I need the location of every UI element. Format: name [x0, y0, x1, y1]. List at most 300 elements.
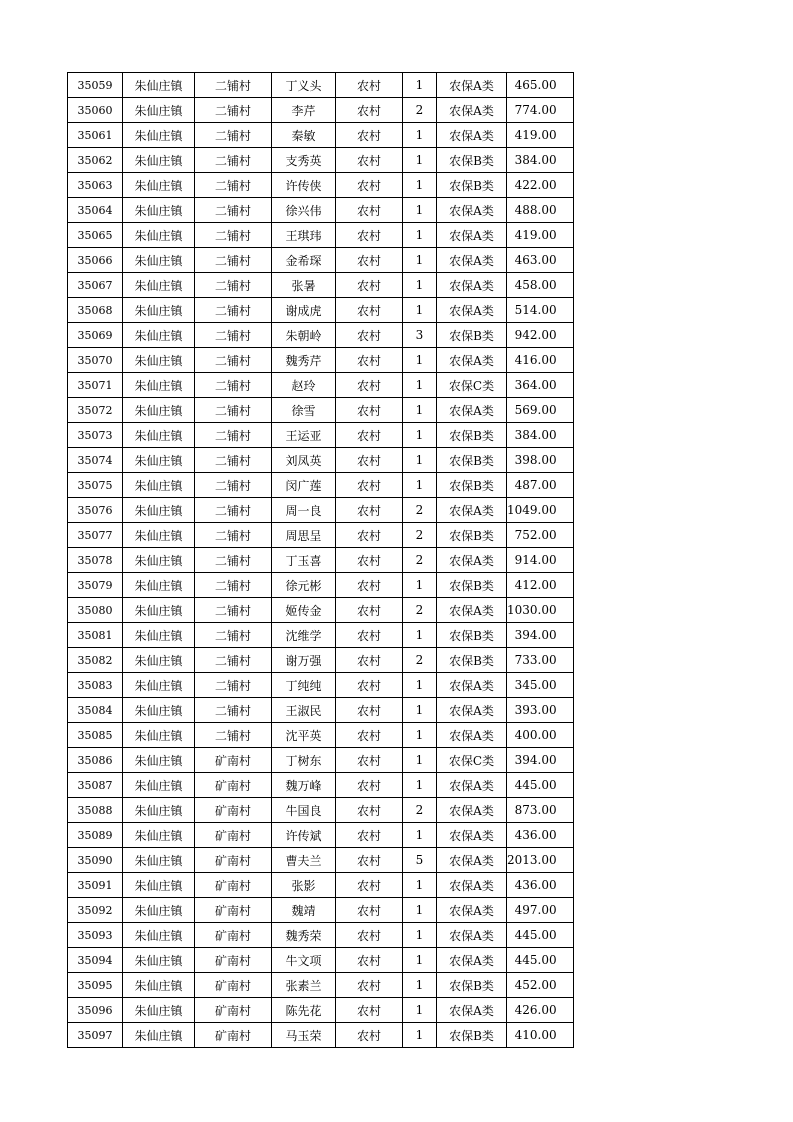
cell-village: 二铺村 — [195, 123, 272, 148]
cell-type: 农村 — [336, 348, 403, 373]
cell-amount: 774.00 — [507, 98, 574, 123]
cell-town: 朱仙庄镇 — [123, 998, 195, 1023]
cell-category: 农保A类 — [437, 498, 507, 523]
cell-type: 农村 — [336, 623, 403, 648]
cell-type: 农村 — [336, 148, 403, 173]
cell-count: 2 — [403, 98, 437, 123]
cell-town: 朱仙庄镇 — [123, 173, 195, 198]
cell-amount: 452.00 — [507, 973, 574, 998]
cell-count: 2 — [403, 548, 437, 573]
cell-id: 35094 — [68, 948, 123, 973]
cell-amount: 419.00 — [507, 223, 574, 248]
cell-category: 农保A类 — [437, 248, 507, 273]
cell-id: 35073 — [68, 423, 123, 448]
cell-id: 35084 — [68, 698, 123, 723]
table-row — [68, 873, 574, 898]
cell-village: 矿南村 — [195, 873, 272, 898]
cell-town: 朱仙庄镇 — [123, 573, 195, 598]
cell-type: 农村 — [336, 748, 403, 773]
cell-amount: 733.00 — [507, 648, 574, 673]
cell-village: 二铺村 — [195, 373, 272, 398]
cell-category: 农保A类 — [437, 948, 507, 973]
cell-name: 金希琛 — [272, 248, 336, 273]
cell-amount: 1030.00 — [507, 598, 574, 623]
cell-category: 农保A类 — [437, 273, 507, 298]
table-row — [68, 923, 574, 948]
table-row — [68, 698, 574, 723]
cell-category: 农保C类 — [437, 748, 507, 773]
cell-name: 赵玲 — [272, 373, 336, 398]
cell-village: 矿南村 — [195, 798, 272, 823]
cell-type: 农村 — [336, 873, 403, 898]
cell-category: 农保B类 — [437, 1023, 507, 1048]
cell-id: 35083 — [68, 673, 123, 698]
cell-town: 朱仙庄镇 — [123, 773, 195, 798]
cell-category: 农保B类 — [437, 423, 507, 448]
cell-id: 35095 — [68, 973, 123, 998]
cell-town: 朱仙庄镇 — [123, 73, 195, 98]
table-row — [68, 823, 574, 848]
cell-town: 朱仙庄镇 — [123, 98, 195, 123]
cell-id: 35096 — [68, 998, 123, 1023]
cell-village: 二铺村 — [195, 73, 272, 98]
cell-count: 1 — [403, 373, 437, 398]
cell-amount: 412.00 — [507, 573, 574, 598]
cell-category: 农保A类 — [437, 823, 507, 848]
cell-type: 农村 — [336, 473, 403, 498]
cell-town: 朱仙庄镇 — [123, 623, 195, 648]
cell-type: 农村 — [336, 1023, 403, 1048]
cell-town: 朱仙庄镇 — [123, 448, 195, 473]
cell-name: 丁义头 — [272, 73, 336, 98]
cell-name: 张影 — [272, 873, 336, 898]
table-row — [68, 173, 574, 198]
cell-village: 二铺村 — [195, 323, 272, 348]
cell-amount: 458.00 — [507, 273, 574, 298]
table-row — [68, 598, 574, 623]
cell-amount: 463.00 — [507, 248, 574, 273]
cell-village: 矿南村 — [195, 998, 272, 1023]
cell-name: 支秀英 — [272, 148, 336, 173]
cell-type: 农村 — [336, 823, 403, 848]
cell-amount: 497.00 — [507, 898, 574, 923]
table-row — [68, 998, 574, 1023]
cell-category: 农保A类 — [437, 548, 507, 573]
table-row — [68, 798, 574, 823]
cell-id: 35070 — [68, 348, 123, 373]
cell-name: 谢成虎 — [272, 298, 336, 323]
cell-count: 1 — [403, 898, 437, 923]
cell-village: 二铺村 — [195, 198, 272, 223]
cell-amount: 445.00 — [507, 948, 574, 973]
table-row — [68, 973, 574, 998]
table-row — [68, 723, 574, 748]
cell-village: 二铺村 — [195, 448, 272, 473]
cell-town: 朱仙庄镇 — [123, 398, 195, 423]
cell-town: 朱仙庄镇 — [123, 723, 195, 748]
cell-village: 二铺村 — [195, 248, 272, 273]
cell-id: 35077 — [68, 523, 123, 548]
cell-count: 1 — [403, 173, 437, 198]
cell-amount: 393.00 — [507, 698, 574, 723]
cell-amount: 400.00 — [507, 723, 574, 748]
cell-id: 35079 — [68, 573, 123, 598]
cell-village: 矿南村 — [195, 773, 272, 798]
cell-amount: 384.00 — [507, 148, 574, 173]
cell-type: 农村 — [336, 523, 403, 548]
cell-amount: 384.00 — [507, 423, 574, 448]
cell-village: 矿南村 — [195, 823, 272, 848]
cell-name: 周一良 — [272, 498, 336, 523]
cell-type: 农村 — [336, 98, 403, 123]
cell-count: 1 — [403, 948, 437, 973]
cell-town: 朱仙庄镇 — [123, 823, 195, 848]
cell-village: 二铺村 — [195, 273, 272, 298]
cell-count: 2 — [403, 498, 437, 523]
cell-town: 朱仙庄镇 — [123, 973, 195, 998]
table-row — [68, 223, 574, 248]
cell-name: 魏靖 — [272, 898, 336, 923]
cell-type: 农村 — [336, 898, 403, 923]
cell-category: 农保A类 — [437, 298, 507, 323]
cell-count: 1 — [403, 748, 437, 773]
table-row — [68, 498, 574, 523]
cell-id: 35076 — [68, 498, 123, 523]
cell-category: 农保B类 — [437, 573, 507, 598]
cell-type: 农村 — [336, 198, 403, 223]
cell-category: 农保A类 — [437, 123, 507, 148]
cell-id: 35089 — [68, 823, 123, 848]
cell-id: 35091 — [68, 873, 123, 898]
table-row — [68, 748, 574, 773]
cell-town: 朱仙庄镇 — [123, 373, 195, 398]
cell-type: 农村 — [336, 923, 403, 948]
cell-name: 丁树东 — [272, 748, 336, 773]
cell-id: 35092 — [68, 898, 123, 923]
cell-type: 农村 — [336, 948, 403, 973]
cell-name: 王琪玮 — [272, 223, 336, 248]
cell-village: 矿南村 — [195, 848, 272, 873]
cell-category: 农保B类 — [437, 973, 507, 998]
cell-town: 朱仙庄镇 — [123, 698, 195, 723]
cell-village: 二铺村 — [195, 298, 272, 323]
cell-type: 农村 — [336, 548, 403, 573]
cell-name: 朱朝岭 — [272, 323, 336, 348]
cell-type: 农村 — [336, 173, 403, 198]
cell-id: 35080 — [68, 598, 123, 623]
cell-count: 1 — [403, 573, 437, 598]
cell-category: 农保A类 — [437, 723, 507, 748]
cell-amount: 445.00 — [507, 773, 574, 798]
cell-amount: 942.00 — [507, 323, 574, 348]
cell-name: 刘凤英 — [272, 448, 336, 473]
table-row — [68, 198, 574, 223]
cell-village: 二铺村 — [195, 173, 272, 198]
cell-category: 农保B类 — [437, 448, 507, 473]
cell-village: 二铺村 — [195, 573, 272, 598]
cell-type: 农村 — [336, 698, 403, 723]
cell-name: 魏秀荣 — [272, 923, 336, 948]
cell-category: 农保A类 — [437, 923, 507, 948]
cell-town: 朱仙庄镇 — [123, 223, 195, 248]
cell-name: 丁玉喜 — [272, 548, 336, 573]
cell-town: 朱仙庄镇 — [123, 423, 195, 448]
cell-count: 1 — [403, 473, 437, 498]
cell-count: 1 — [403, 398, 437, 423]
cell-count: 1 — [403, 248, 437, 273]
table-row — [68, 848, 574, 873]
cell-town: 朱仙庄镇 — [123, 798, 195, 823]
cell-village: 二铺村 — [195, 348, 272, 373]
cell-id: 35062 — [68, 148, 123, 173]
cell-amount: 398.00 — [507, 448, 574, 473]
cell-village: 二铺村 — [195, 548, 272, 573]
cell-name: 李芹 — [272, 98, 336, 123]
cell-village: 二铺村 — [195, 723, 272, 748]
cell-type: 农村 — [336, 998, 403, 1023]
cell-id: 35097 — [68, 1023, 123, 1048]
cell-type: 农村 — [336, 598, 403, 623]
cell-town: 朱仙庄镇 — [123, 673, 195, 698]
cell-id: 35071 — [68, 373, 123, 398]
cell-name: 牛国良 — [272, 798, 336, 823]
cell-village: 矿南村 — [195, 898, 272, 923]
cell-category: 农保A类 — [437, 348, 507, 373]
cell-town: 朱仙庄镇 — [123, 348, 195, 373]
cell-count: 1 — [403, 623, 437, 648]
cell-category: 农保A类 — [437, 673, 507, 698]
cell-category: 农保A类 — [437, 798, 507, 823]
cell-town: 朱仙庄镇 — [123, 273, 195, 298]
cell-category: 农保A类 — [437, 198, 507, 223]
table-row — [68, 1023, 574, 1048]
table-row — [68, 648, 574, 673]
cell-category: 农保A类 — [437, 873, 507, 898]
cell-category: 农保B类 — [437, 173, 507, 198]
cell-village: 二铺村 — [195, 498, 272, 523]
cell-type: 农村 — [336, 498, 403, 523]
cell-id: 35063 — [68, 173, 123, 198]
table-row — [68, 948, 574, 973]
cell-id: 35087 — [68, 773, 123, 798]
cell-count: 1 — [403, 148, 437, 173]
cell-type: 农村 — [336, 248, 403, 273]
table-row — [68, 298, 574, 323]
cell-count: 3 — [403, 323, 437, 348]
cell-id: 35074 — [68, 448, 123, 473]
table-row — [68, 573, 574, 598]
cell-category: 农保A类 — [437, 773, 507, 798]
cell-name: 张素兰 — [272, 973, 336, 998]
cell-count: 2 — [403, 523, 437, 548]
table-row — [68, 348, 574, 373]
cell-town: 朱仙庄镇 — [123, 148, 195, 173]
cell-amount: 394.00 — [507, 748, 574, 773]
cell-type: 农村 — [336, 273, 403, 298]
cell-count: 1 — [403, 223, 437, 248]
cell-town: 朱仙庄镇 — [123, 848, 195, 873]
cell-category: 农保B类 — [437, 523, 507, 548]
cell-count: 1 — [403, 698, 437, 723]
cell-category: 农保B类 — [437, 648, 507, 673]
cell-count: 5 — [403, 848, 437, 873]
table-row — [68, 448, 574, 473]
cell-count: 1 — [403, 998, 437, 1023]
cell-type: 农村 — [336, 398, 403, 423]
table-row — [68, 323, 574, 348]
cell-type: 农村 — [336, 848, 403, 873]
cell-amount: 419.00 — [507, 123, 574, 148]
cell-amount: 873.00 — [507, 798, 574, 823]
cell-name: 闵广莲 — [272, 473, 336, 498]
cell-count: 1 — [403, 1023, 437, 1048]
cell-type: 农村 — [336, 323, 403, 348]
cell-amount: 488.00 — [507, 198, 574, 223]
cell-name: 王淑民 — [272, 698, 336, 723]
cell-town: 朱仙庄镇 — [123, 123, 195, 148]
cell-amount: 364.00 — [507, 373, 574, 398]
cell-category: 农保A类 — [437, 98, 507, 123]
cell-town: 朱仙庄镇 — [123, 473, 195, 498]
cell-type: 农村 — [336, 798, 403, 823]
cell-amount: 426.00 — [507, 998, 574, 1023]
cell-amount: 416.00 — [507, 348, 574, 373]
cell-town: 朱仙庄镇 — [123, 248, 195, 273]
cell-type: 农村 — [336, 423, 403, 448]
cell-amount: 914.00 — [507, 548, 574, 573]
cell-name: 马玉荣 — [272, 1023, 336, 1048]
cell-id: 35072 — [68, 398, 123, 423]
cell-name: 牛文项 — [272, 948, 336, 973]
cell-village: 二铺村 — [195, 623, 272, 648]
cell-id: 35065 — [68, 223, 123, 248]
cell-name: 秦敏 — [272, 123, 336, 148]
table-row — [68, 98, 574, 123]
cell-count: 1 — [403, 773, 437, 798]
cell-name: 陈先花 — [272, 998, 336, 1023]
cell-count: 1 — [403, 823, 437, 848]
cell-category: 农保B类 — [437, 148, 507, 173]
cell-count: 1 — [403, 198, 437, 223]
cell-village: 二铺村 — [195, 673, 272, 698]
cell-count: 1 — [403, 448, 437, 473]
cell-category: 农保A类 — [437, 848, 507, 873]
cell-count: 1 — [403, 348, 437, 373]
cell-amount: 436.00 — [507, 823, 574, 848]
cell-count: 1 — [403, 923, 437, 948]
cell-count: 1 — [403, 73, 437, 98]
cell-type: 农村 — [336, 573, 403, 598]
cell-amount: 569.00 — [507, 398, 574, 423]
cell-amount: 514.00 — [507, 298, 574, 323]
cell-name: 曹夫兰 — [272, 848, 336, 873]
cell-count: 1 — [403, 273, 437, 298]
cell-id: 35082 — [68, 648, 123, 673]
cell-name: 丁纯纯 — [272, 673, 336, 698]
cell-amount: 436.00 — [507, 873, 574, 898]
cell-name: 徐兴伟 — [272, 198, 336, 223]
cell-name: 张暑 — [272, 273, 336, 298]
cell-village: 矿南村 — [195, 948, 272, 973]
cell-amount: 1049.00 — [507, 498, 574, 523]
cell-village: 二铺村 — [195, 523, 272, 548]
cell-name: 沈平英 — [272, 723, 336, 748]
cell-name: 姬传金 — [272, 598, 336, 623]
table-row — [68, 898, 574, 923]
cell-id: 35093 — [68, 923, 123, 948]
cell-village: 二铺村 — [195, 598, 272, 623]
cell-category: 农保B类 — [437, 623, 507, 648]
cell-town: 朱仙庄镇 — [123, 198, 195, 223]
cell-category: 农保A类 — [437, 698, 507, 723]
cell-id: 35088 — [68, 798, 123, 823]
cell-count: 1 — [403, 973, 437, 998]
cell-village: 矿南村 — [195, 973, 272, 998]
cell-id: 35067 — [68, 273, 123, 298]
cell-amount: 487.00 — [507, 473, 574, 498]
cell-type: 农村 — [336, 298, 403, 323]
cell-count: 2 — [403, 798, 437, 823]
cell-name: 谢万强 — [272, 648, 336, 673]
table-row — [68, 73, 574, 98]
cell-name: 许传侠 — [272, 173, 336, 198]
cell-town: 朱仙庄镇 — [123, 748, 195, 773]
cell-amount: 410.00 — [507, 1023, 574, 1048]
cell-type: 农村 — [336, 373, 403, 398]
cell-town: 朱仙庄镇 — [123, 648, 195, 673]
cell-amount: 394.00 — [507, 623, 574, 648]
table-row — [68, 673, 574, 698]
cell-name: 徐雪 — [272, 398, 336, 423]
cell-town: 朱仙庄镇 — [123, 323, 195, 348]
cell-village: 二铺村 — [195, 648, 272, 673]
cell-village: 二铺村 — [195, 148, 272, 173]
cell-town: 朱仙庄镇 — [123, 523, 195, 548]
cell-type: 农村 — [336, 673, 403, 698]
cell-amount: 345.00 — [507, 673, 574, 698]
cell-town: 朱仙庄镇 — [123, 298, 195, 323]
cell-category: 农保A类 — [437, 73, 507, 98]
cell-id: 35059 — [68, 73, 123, 98]
cell-amount: 422.00 — [507, 173, 574, 198]
table-body — [68, 73, 574, 1048]
cell-category: 农保C类 — [437, 373, 507, 398]
cell-count: 1 — [403, 298, 437, 323]
cell-type: 农村 — [336, 448, 403, 473]
cell-village: 二铺村 — [195, 473, 272, 498]
cell-village: 矿南村 — [195, 748, 272, 773]
table-row — [68, 148, 574, 173]
data-sheet — [67, 72, 574, 1048]
cell-id: 35090 — [68, 848, 123, 873]
cell-type: 农村 — [336, 123, 403, 148]
table-row — [68, 773, 574, 798]
cell-town: 朱仙庄镇 — [123, 498, 195, 523]
cell-count: 1 — [403, 673, 437, 698]
cell-name: 许传斌 — [272, 823, 336, 848]
cell-name: 周思呈 — [272, 523, 336, 548]
cell-name: 沈维学 — [272, 623, 336, 648]
cell-id: 35068 — [68, 298, 123, 323]
cell-id: 35086 — [68, 748, 123, 773]
cell-category: 农保A类 — [437, 898, 507, 923]
cell-id: 35078 — [68, 548, 123, 573]
cell-category: 农保B类 — [437, 473, 507, 498]
cell-type: 农村 — [336, 223, 403, 248]
table-row — [68, 473, 574, 498]
cell-category: 农保B类 — [437, 323, 507, 348]
cell-category: 农保A类 — [437, 998, 507, 1023]
